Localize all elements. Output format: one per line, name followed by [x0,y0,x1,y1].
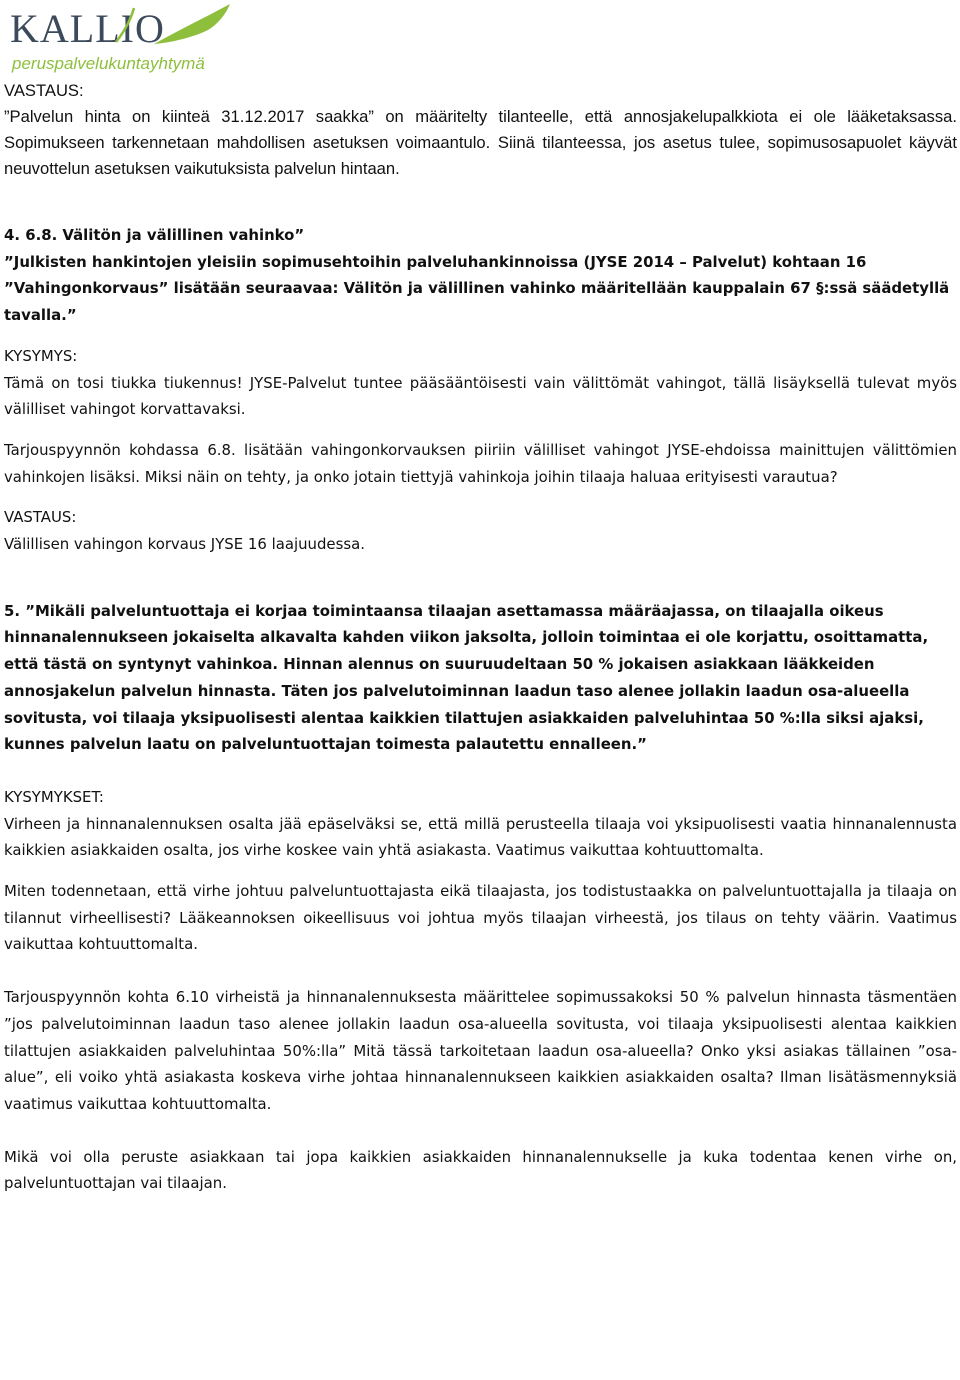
section2-answer-text: Välillisen vahingon korvaus JYSE 16 laajuudessa. [4,535,365,554]
leaf-swoosh-icon [154,4,230,44]
logo-wordmark: KALLIO [10,6,165,51]
section3-paragraph-2: Miten todennetaan, että virhe johtuu palveluntuottajasta eikä tilaajasta, jos todistustaakka on palveluntuottajalla ja tilaaja on tilannut virheellisesti? Lääkeannoksen oikeellisuus voi johtua myös tilaajan virheestä, jos tilaus on tehty väärin. Vaatimus vaikuttaa kohtuuttomalta. [4,882,957,954]
section3-paragraph-3: Tarjouspyynnön kohta 6.10 virheistä ja hinnanalennuksesta määrittelee sopimussakoksi 50 % palvelun hinnasta täsmentäen ”jos palvelutoiminnan laadun taso alenee jollakin laadun osa-alueella sovitusta, voi tilaaja yksipuolisesti alentaa kaikkien tilattujen asiakkaiden palveluhintaa 50%:lla” Mitä tässä tarkoitetaan laadun osa-alueella? Onko yksi asiakas tällainen ”osa-alue”, eli voiko yhtä asiakasta koskeva virhe johtaa hinnanalennukseen kaikkien asiakkaiden osalta? Ilman lisätäsmennyksiä vaatimus vaikuttaa kohtuuttomalta. [4,988,957,1113]
kallio-logo-graphic [4,0,244,82]
section1-answer-text: ”Palvelun hinta on kiinteä 31.12.2017 saakka” on määritelty tilanteelle, että annosjakelupalkkiota ei ole lääketaksassa. Sopimukseen tarkennetaan mahdollisen asetuksen voimaantulo. Siinä tilanteessa, jos asetus tulee, sopimusosapuolet käyvät neuvottelun asetuksen vaikutuksista palvelun hintaan. [4,107,957,178]
document-body [4,78,957,1197]
section2-answer-heading: VASTAUS: [4,508,77,527]
section1-heading: VASTAUS: [4,81,84,100]
section2-title: 4. 6.8. Välitön ja välillinen vahinko” [4,226,305,244]
section3-paragraph-4: Mikä voi olla peruste asiakkaan tai jopa kaikkien asiakkaiden hinnanalennukselle ja kuka todentaa kenen virhe on, palveluntuottajan vai tilaajan. [4,1147,957,1193]
section2-quote: ”Julkisten hankintojen yleisiin sopimusehtoihin palveluhankinnoissa (JYSE 2014 – Palvelut) kohtaan 16 ”Vahingonkorvaus” lisätään seuraavaa: Välitön ja välillinen vahinko määritellään kauppalain 67 §:ssä säädetyllä tavalla.” [4,252,950,325]
section2-question-paragraph-1: Tämä on tosi tiukka tiukennus! JYSE-Palvelut tuntee pääsääntöisesti vain välittömät vahingot, tällä lisäyksellä tulevat myös välilliset vahingot korvattavaksi. [4,373,957,419]
logo-tagline: peruspalvelukuntayhtymä [12,54,205,73]
section3-quote: 5. ”Mikäli palveluntuottaja ei korjaa toimintaansa tilaajan asettamassa määräajassa, on tilaajalla oikeus hinnanalennukseen jokaiselta alkavalta kahden viikon jaksolta, jolloin toimintaa ei ole korjattu, osoittamatta, että tästä on syntynyt vahinkoa. Hinnan alennus on suuruudeltaan 50 % jokaisen asiakkaan lääkkeiden annosjakelun palvelun hinnasta. Täten jos palvelutoiminnan laadun taso alenee jollakin laadun osa-alueella sovitusta, voi tilaaja yksipuolisesti alentaa kaikkien tilattujen asiakkaiden palveluhintaa 50 %:lla siksi ajaksi, kunnes palvelun laatu on palveluntuottajan toimesta palautettu ennalleen.” [4,601,929,754]
section2-question-paragraph-2: Tarjouspyynnön kohdassa 6.8. lisätään vahingonkorvauksen piiriin välilliset vahingot JYSE-ehdoissa mainittujen välittömien vahinkojen lisäksi. Miksi näin on tehty, ja onko jotain tiettyjä vahinkoja joihin tilaaja haluaa erityisesti varautua? [4,440,957,486]
section2-question-heading: KYSYMYS: [4,346,78,365]
section3-questions-heading: KYSYMYKSET: [4,787,104,806]
kallio-logo [4,0,244,82]
section3-paragraph-1: Virheen ja hinnanalennuksen osalta jää epäselväksi se, että millä perusteella tilaaja voi yksipuolisesti vaatia hinnanalennusta kaikkien asiakkaiden osalta, jos virhe koskee vain yhtä asiakasta. Vaatimus vaikuttaa kohtuuttomalta. [4,814,957,860]
